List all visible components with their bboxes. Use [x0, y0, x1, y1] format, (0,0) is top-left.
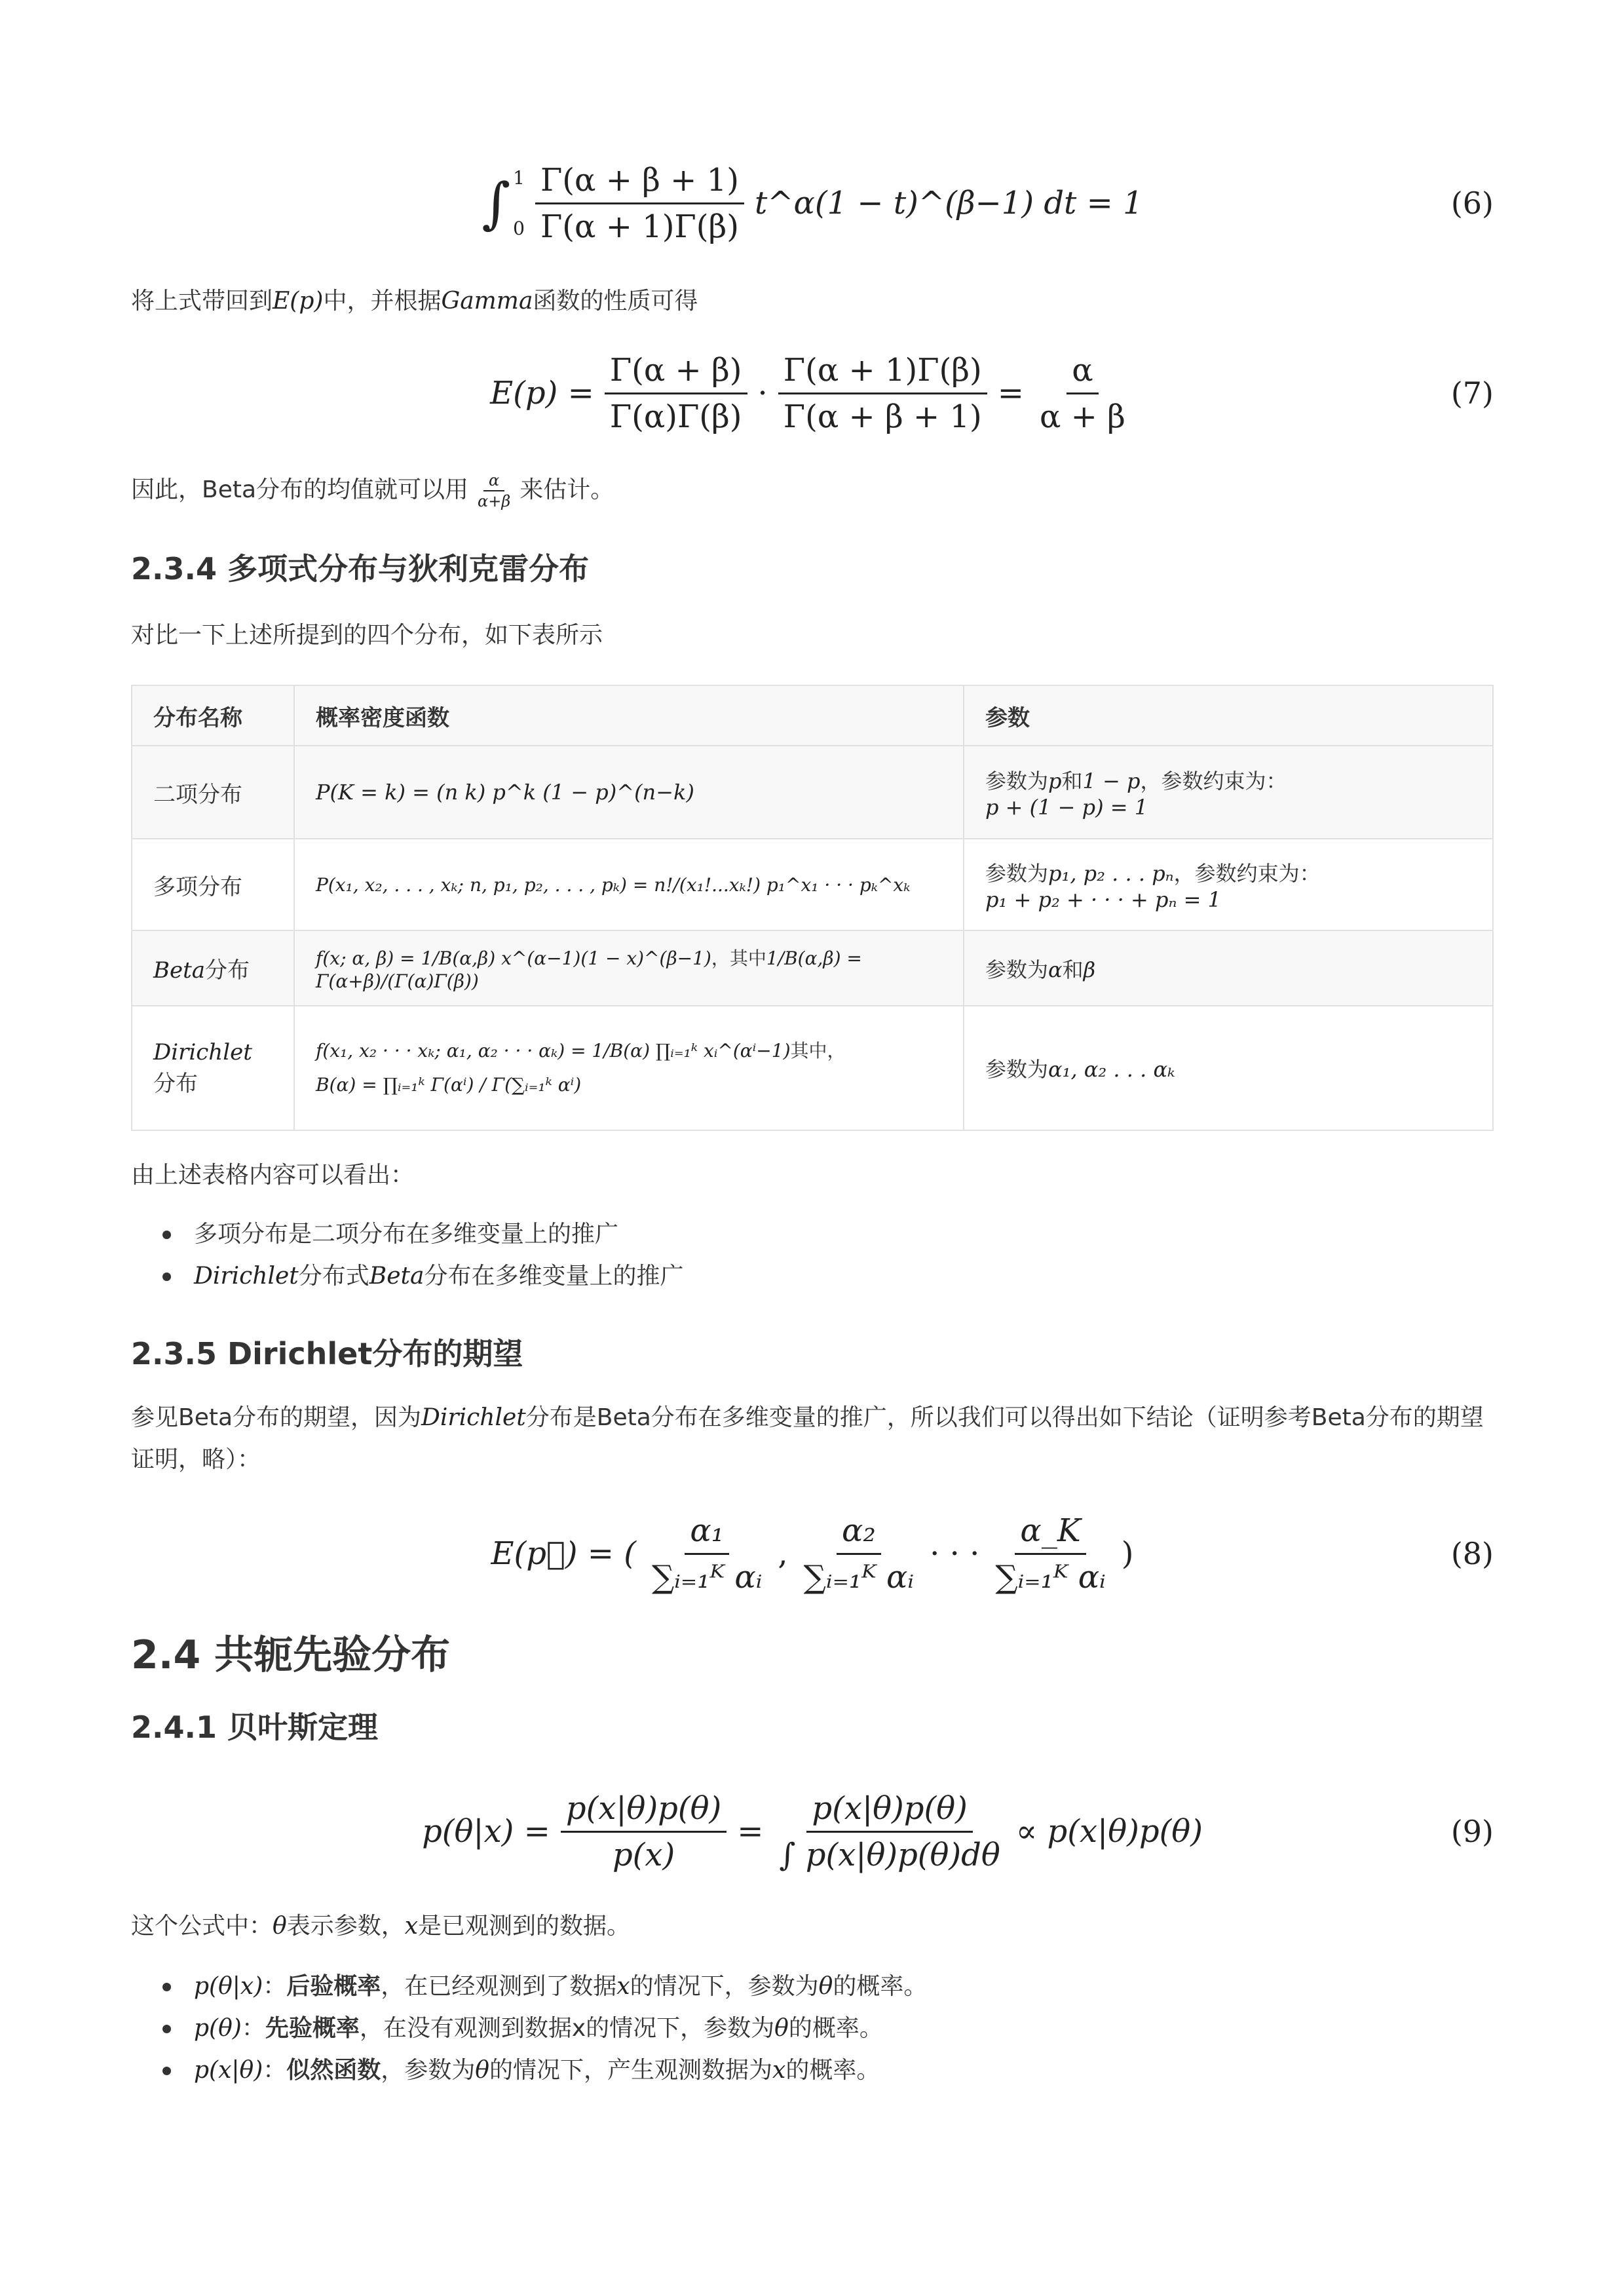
text-segment: 的概率。: [785, 2057, 880, 2084]
text-segment: ，其中: [711, 947, 766, 969]
math-inline: Gamma: [441, 288, 533, 315]
text-segment: 的概率。: [833, 1973, 928, 2000]
text-segment: ，在已经观测到了数据: [381, 1973, 617, 2000]
fraction-numerator: Γ(α + β): [605, 352, 747, 394]
fraction: [605, 352, 747, 435]
fraction: [778, 352, 987, 435]
cell-name: [132, 930, 294, 1006]
math-inline: f(x₁, x₂ · · · xₖ; α₁, α₂ · · · αₖ) = 1/B(α) ∏ᵢ₌₁ᵏ xᵢ^(αⁱ−1): [316, 1040, 791, 1062]
fraction: [799, 1512, 919, 1596]
fraction: [1034, 352, 1131, 435]
text-segment: ，参数约束为：: [1140, 769, 1287, 794]
close-paren: ): [1121, 1535, 1134, 1572]
cell-pdf: [294, 930, 964, 1006]
inline-fraction: [472, 472, 516, 510]
text-segment: 分布是Beta分布在多维变量的推广，所以我们可以得出如下结论（证明参考Beta分布的期望证明，略）：: [131, 1404, 1484, 1473]
cell-pdf: P(x₁, x₂, . . . , xₖ; n, p₁, p₂, . . . , pₖ) = n!/(x₁!...xₖ!) p₁^x₁ · · · pₖ^xₖ: [294, 839, 964, 930]
term-bold: 先验概率: [265, 2015, 360, 2042]
integrand-rest: t^α(1 − t)^(β−1) dt = 1: [754, 185, 1143, 221]
cell-name: 多项分布: [132, 839, 294, 930]
fraction-numerator: α: [483, 472, 504, 491]
term-bold: 似然函数: [286, 2057, 381, 2084]
math-inline: p(x|θ): [194, 2057, 263, 2084]
column-header: 分布名称: [132, 685, 294, 746]
text-segment: 参数为: [985, 861, 1049, 886]
text-segment: 的情况下，参数为: [630, 1973, 819, 2000]
math-inline: p(θ|x): [194, 1973, 263, 2000]
section-heading-2-3-4: 2.3.4 多项式分布与狄利克雷分布: [131, 551, 589, 586]
math-inline: Dirichlet: [194, 1263, 299, 1290]
integral-sign: ∫: [482, 171, 511, 235]
fraction-denominator: p(x): [612, 1836, 675, 1873]
fraction-numerator: α₂: [837, 1512, 881, 1555]
math-inline: β: [1083, 957, 1096, 982]
math-inline: θ: [273, 1913, 287, 1940]
fraction-denominator: Γ(α)Γ(β): [609, 398, 742, 435]
cell-pdf: [294, 1006, 964, 1130]
paragraph-beta-mean: [131, 469, 1494, 511]
equals-sign: =: [737, 1813, 764, 1850]
text-segment: 表示参数，: [286, 1913, 405, 1940]
math-inline: θ: [475, 2057, 489, 2084]
distribution-table: [131, 685, 1494, 1131]
table-header-row: [132, 685, 1493, 746]
equation-number: (7): [1450, 375, 1494, 411]
text-segment: 函数的性质可得: [533, 288, 698, 315]
fraction-denominator: ∑ᵢ₌₁ᴷ αᵢ: [803, 1558, 915, 1596]
math-inline: x: [616, 1973, 630, 2000]
math-inline: θ: [774, 2015, 789, 2042]
math-inline: Dirichlet: [421, 1404, 526, 1431]
constraint-formula: p + (1 − p) = 1: [985, 795, 1148, 820]
ellipsis: · · ·: [930, 1535, 980, 1572]
paragraph-substitute: [131, 280, 1494, 322]
fraction-denominator: Γ(α + β + 1): [783, 398, 982, 435]
cell-params: [964, 930, 1493, 1006]
fraction-denominator: α+β: [478, 492, 511, 510]
equation-lhs: E(p⃗) = (: [491, 1535, 636, 1572]
text-segment: ，参数为: [381, 2057, 476, 2084]
text-segment: ，参数约束为：: [1173, 861, 1321, 886]
conclusion-list: [131, 1214, 683, 1297]
fraction-numerator: α_K: [1015, 1512, 1086, 1555]
fraction-denominator: ∫ p(x|θ)p(θ)dθ: [779, 1836, 1000, 1873]
text-segment: 参数为: [985, 957, 1049, 982]
text-segment: 参数为: [985, 769, 1049, 794]
bayes-terms-list: [131, 1966, 927, 2092]
equation-8: [131, 1504, 1494, 1603]
paragraph-formula-explanation: [131, 1905, 1494, 1947]
fraction-numerator: α: [1067, 352, 1098, 394]
fraction: [647, 1512, 767, 1596]
text-segment: 分布: [205, 957, 250, 984]
equation-number: (8): [1450, 1536, 1494, 1571]
list-item: 多项分布是二项分布在多维变量上的推广: [131, 1214, 683, 1255]
equation-number: (9): [1450, 1814, 1494, 1849]
math-inline: p: [1048, 769, 1062, 794]
math-inline: p(θ): [194, 2015, 242, 2042]
math-inline: E(p): [273, 288, 324, 315]
text-segment: 分布在多维变量上的推广: [424, 1263, 684, 1290]
list-item: [131, 1255, 683, 1297]
text-segment: 是已观测到的数据。: [418, 1913, 631, 1940]
text-segment: 的情况下，产生观测数据为: [489, 2057, 772, 2084]
fraction-numerator: p(x|θ)p(θ): [806, 1790, 972, 1833]
fraction-denominator: ∑ᵢ₌₁ᴷ αᵢ: [651, 1558, 763, 1596]
text-segment: 来估计。: [519, 476, 614, 503]
table-row: [132, 839, 1493, 930]
section-heading-2-4: 2.4 共轭先验分布: [131, 1632, 451, 1678]
integral-upper-limit: 1: [513, 167, 525, 189]
integral-lower-limit: 0: [513, 218, 525, 239]
fraction: [774, 1790, 1005, 1873]
table-row: [132, 746, 1493, 839]
dot-operator: ·: [757, 375, 768, 411]
paragraph-dirichlet-expectation: [131, 1397, 1494, 1481]
paragraph-conclusion-intro: 由上述表格内容可以看出：: [131, 1162, 415, 1189]
cell-params: [964, 1006, 1493, 1130]
section-heading-2-3-5: 2.3.5 Dirichlet分布的期望: [131, 1336, 523, 1371]
text-segment: ：: [263, 2057, 287, 2084]
comma: ,: [778, 1535, 788, 1572]
fraction: [990, 1512, 1110, 1596]
math-inline: p₁, p₂ . . . pₙ: [1048, 861, 1174, 886]
text-segment: 的概率。: [788, 2015, 883, 2042]
cell-name: [132, 1006, 294, 1130]
cell-params: [964, 839, 1493, 930]
fraction-numerator: Γ(α + 1)Γ(β): [778, 352, 987, 394]
text-segment: 分布式: [298, 1263, 369, 1290]
constraint-formula: p₁ + p₂ + · · · + pₙ = 1: [985, 887, 1221, 912]
equation-number: (6): [1450, 185, 1494, 221]
text-segment: 这个公式中：: [131, 1913, 273, 1940]
column-header: 参数: [964, 685, 1493, 746]
document-page: [131, 0, 1494, 2296]
text-segment: 因此，Beta分布的均值就可以用: [131, 476, 469, 503]
fraction: [561, 1790, 727, 1873]
column-header: 概率密度函数: [294, 685, 964, 746]
text-segment: ：: [241, 2015, 265, 2042]
text-segment: ，在没有观测到数据x的情况下，参数为: [359, 2015, 775, 2042]
fraction-denominator: Γ(α + 1)Γ(β): [540, 208, 739, 245]
text-segment: 分布: [153, 1070, 198, 1097]
fraction-denominator: ∑ᵢ₌₁ᴷ αᵢ: [995, 1558, 1106, 1596]
equation-6: [131, 157, 1494, 249]
list-item: [131, 1966, 927, 2008]
fraction-numerator: p(x|θ)p(θ): [561, 1790, 727, 1833]
section-heading-2-4-1: 2.4.1 贝叶斯定理: [131, 1710, 378, 1745]
equals-sign: =: [997, 375, 1024, 411]
gamma-fraction: [535, 162, 744, 245]
proportional-rhs: ∝ p(x|θ)p(θ): [1015, 1813, 1203, 1850]
math-inline: x: [772, 2057, 786, 2084]
cell-params: [964, 746, 1493, 839]
table-row: [132, 1006, 1493, 1130]
math-inline: 1/B(α,β) = Γ(α+β)/(Γ(α)Γ(β)): [316, 947, 862, 992]
table-row: [132, 930, 1493, 1006]
text-segment: ：: [263, 1973, 287, 2000]
list-item: [131, 2050, 927, 2092]
fraction-numerator: Γ(α + β + 1): [535, 162, 744, 204]
text-segment: 参数为: [985, 1057, 1049, 1082]
text-segment: 参见Beta分布的期望，因为: [131, 1404, 422, 1431]
text-segment: 将上式带回到: [131, 288, 273, 315]
text-segment: 和: [1061, 769, 1083, 794]
list-item: [131, 2008, 927, 2050]
text-segment: 中，并根据: [323, 288, 442, 315]
math-inline: θ: [818, 1973, 833, 2000]
math-inline: 1 − p: [1082, 769, 1141, 794]
math-inline: f(x; α, β) = 1/B(α,β) x^(α−1)(1 − x)^(β−1): [316, 947, 711, 969]
math-inline: B(α) = ∏ᵢ₌₁ᵏ Γ(αⁱ) / Γ(∑ᵢ₌₁ᵏ αⁱ): [316, 1074, 582, 1096]
math-inline: Dirichlet: [153, 1039, 252, 1065]
math-inline: x: [404, 1913, 419, 1940]
text-segment: 和: [1062, 957, 1084, 982]
text-segment: 其中，: [790, 1040, 846, 1062]
equation-lhs: E(p) =: [490, 375, 594, 411]
math-inline: Beta: [369, 1263, 425, 1290]
cell-pdf: P(K = k) = (n k) p^k (1 − p)^(n−k): [294, 746, 964, 839]
fraction-numerator: α₁: [685, 1512, 729, 1555]
cell-name: 二项分布: [132, 746, 294, 839]
math-inline: α₁, α₂ . . . αₖ: [1048, 1057, 1175, 1082]
equation-7: [131, 347, 1494, 439]
equation-9: [131, 1782, 1494, 1881]
term-bold: 后验概率: [286, 1973, 381, 2000]
equation-lhs: p(θ|x) =: [422, 1813, 550, 1850]
math-inline: Beta: [153, 957, 206, 984]
paragraph-compare: 对比一下上述所提到的四个分布，如下表所示: [131, 622, 603, 649]
fraction-denominator: α + β: [1039, 398, 1125, 435]
math-inline: α: [1048, 957, 1063, 982]
